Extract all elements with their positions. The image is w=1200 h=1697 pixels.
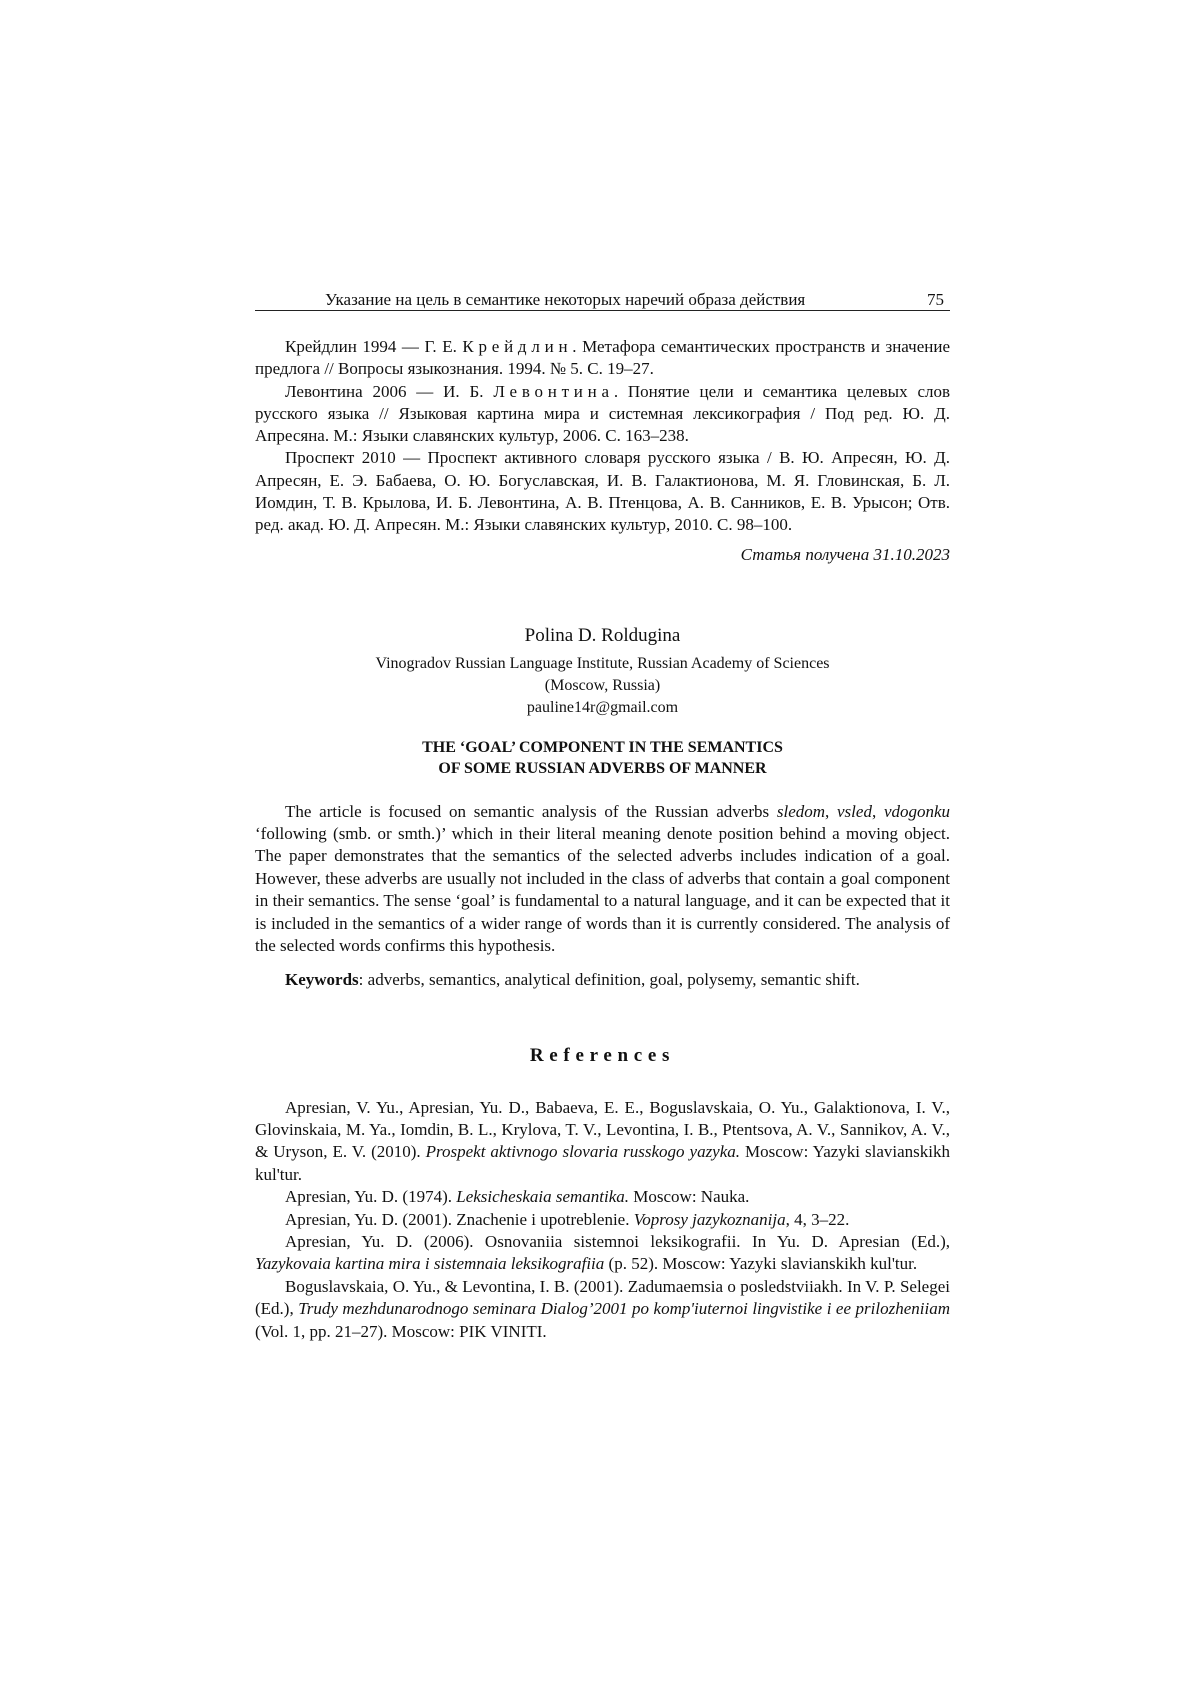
author-block bbox=[255, 625, 950, 719]
references-ru bbox=[255, 336, 950, 537]
received-date: Статья получена 31.10.2023 bbox=[740, 544, 950, 564]
author-email: pauline14r@gmail.com bbox=[526, 698, 679, 716]
author-affiliation bbox=[255, 653, 950, 719]
references-heading: References bbox=[529, 1044, 676, 1066]
references-en bbox=[255, 1097, 950, 1343]
reference-entry: Apresian, V. Yu., Apresian, Yu. D., Babaeva, E. E., Boguslavskaia, O. Yu., Galaktionova, I. V., Glovinskaia, M. Ya., Iomdin, B. L., Krylova, T. V., Levontina, I. B., Ptentsova, A. V., Sannikov, A. V., & Uryson, E. V. (2010). Prospekt aktivnogo slovaria russkogo yazyka. Moscow: Yazyki slavianskikh kul'tur. bbox=[255, 1097, 950, 1184]
page bbox=[255, 280, 950, 1343]
page-number: 75 bbox=[927, 290, 944, 309]
reference-entry: Boguslavskaia, O. Yu., & Levontina, I. B. (2001). Zadumaemsia o posledstviiakh. In V. P. Selegei (Ed.), Trudy mezhdunarodnogo seminara Dialog’2001 po komp'iuternoi lingvistike i ee prilozheniiam (Vol. 1, pp. 21–27). Moscow: PIK VINITI. bbox=[255, 1276, 950, 1341]
reference-entry: Крейдлин 1994 — Г. Е. Крейдлин. Метафора семантических пространств и значение предлога // Вопросы языкознания. 1994. № 5. С. 19–27. bbox=[255, 337, 951, 379]
reference-entry: Apresian, Yu. D. (2001). Znachenie i upotreblenie. Voprosy jazykoznanija, 4, 3–22. bbox=[285, 1209, 850, 1229]
reference-entry: Проспект 2010 — Проспект активного словаря русского языка / В. Ю. Апресян, Ю. Д. Апресян, Е. Э. Бабаева, О. Ю. Богуславская, И. В. Галактионова, М. Я. Гловинская, Б. Л. Иомдин, Т. В. Крылова, И. Б. Левонтина, А. В. Птенцова, А. В. Санников, Е. В. Урысон; Отв. ред. акад. Ю. Д. Апресян. М.: Языки славянских культур, 2010. С. 98–100. bbox=[255, 448, 950, 535]
reference-entry: Apresian, Yu. D. (2006). Osnovaniia sistemnoi leksikografii. In Yu. D. Apresian (Ed.), Yazykovaia kartina mira i sistemnaia leksikografiia (p. 52). Moscow: Yazyki slavianskikh kul'tur. bbox=[255, 1231, 950, 1274]
article-title: THE ‘GOAL’ COMPONENT IN THE SEMANTICS OF SOME RUSSIAN ADVERBS OF MANNER bbox=[422, 738, 783, 777]
affiliation-institute: Vinogradov Russian Language Institute, Russian Academy of Sciences bbox=[375, 654, 830, 672]
affiliation-location: (Moscow, Russia) bbox=[544, 676, 661, 694]
reference-entry: Apresian, Yu. D. (1974). Leksicheskaia semantika. Moscow: Nauka. bbox=[285, 1187, 750, 1207]
author-name: Polina D. Roldugina bbox=[524, 624, 681, 646]
running-head-title: Указание на цель в семантике некоторых наречий образа действия bbox=[325, 290, 806, 309]
reference-entry: Левонтина 2006 — И. Б. Левонтина. Понятие цели и семантика целевых слов русского языка // Языковая картина мира и системная лексикография / Под ред. Ю. Д. Апресяна. М.: Языки славянских культур, 2006. С. 163–238. bbox=[255, 381, 950, 446]
abstract: The article is focused on semantic analysis of the Russian adverbs sledom, vsled, vdogonku ‘following (smb. or smth.)’ which in their literal meaning denote position behind a moving object. The paper demonstrates that the semantics of the selected adverbs includes indication of a goal. However, these adverbs are usually not included in the class of adverbs that contain a goal component in their semantics. The sense ‘goal’ is fundamental to a natural language, and it can be expected that it is included in the semantics of a wider range of words than it is currently considered. The analysis of the selected words confirms this hypothesis. bbox=[255, 801, 951, 956]
keywords: Keywords: adverbs, semantics, analytical definition, goal, polysemy, semantic shift. bbox=[285, 969, 860, 989]
running-head bbox=[255, 280, 950, 311]
